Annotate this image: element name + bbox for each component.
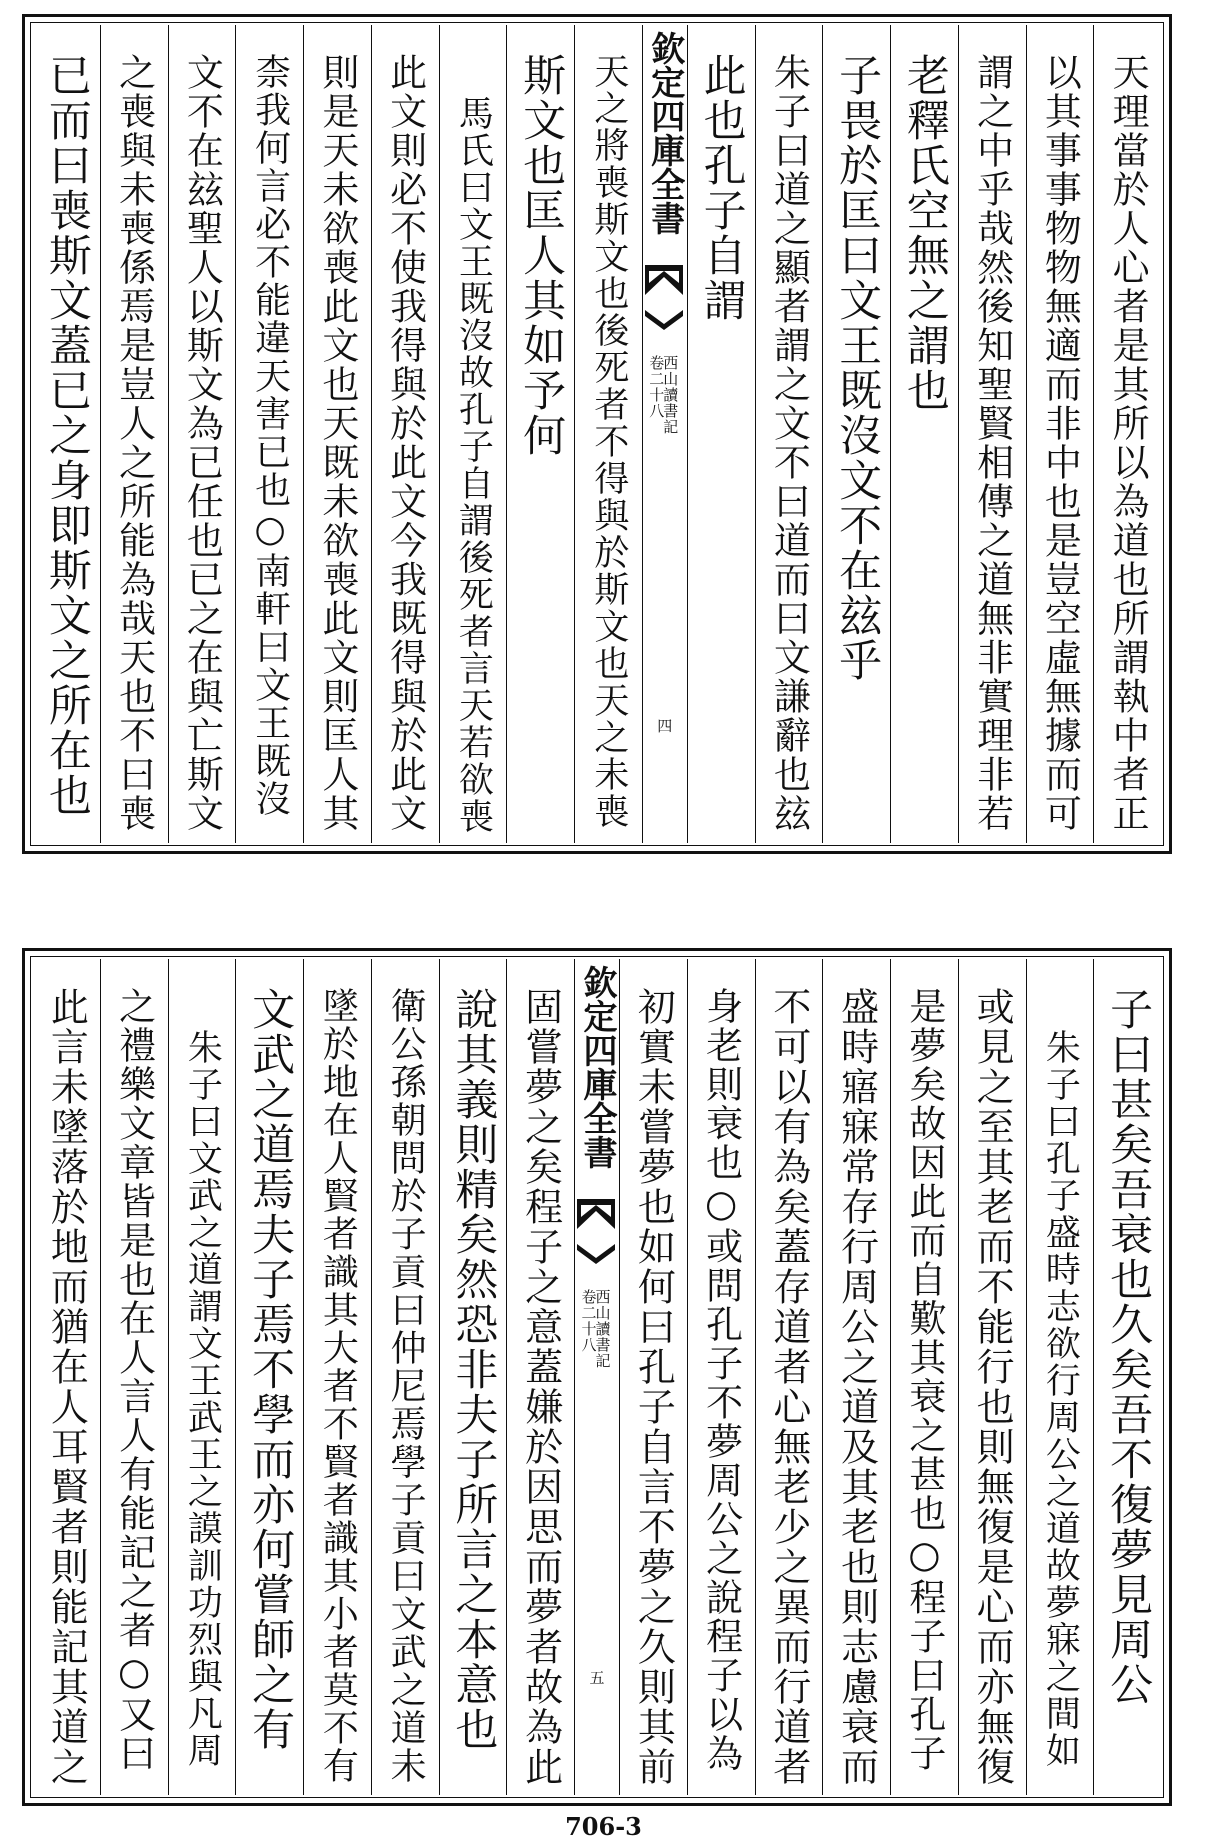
text-column [687, 959, 755, 1795]
column-text: 不可以有為矣蓋存道者心無老少之異而行道者 [766, 987, 811, 1787]
leaf-number: 四 [655, 718, 674, 733]
text-column [890, 25, 958, 843]
text-column [303, 959, 371, 1795]
column-text: 馬氏曰文王既沒故孔子自謂後死者言天若欲喪 [453, 95, 494, 835]
text-column [100, 25, 168, 843]
book-title: 欽定四庫全書 [577, 965, 617, 1169]
column-text: 斯文也匡人其如予何 [516, 53, 567, 458]
volume-label: 卷二十八 [647, 355, 666, 419]
column-text: 此言未墜落於地而猶在人耳賢者則能記其道之 [44, 987, 89, 1787]
subtitle-label: 西山讀書記 [661, 355, 680, 435]
page-footer-number: 706-3 [565, 1812, 642, 1841]
center-fold-column [574, 959, 619, 1795]
text-column [235, 25, 303, 843]
text-column [439, 959, 507, 1795]
text-column [1026, 959, 1094, 1795]
volume-label: 卷二十八 [579, 1289, 598, 1353]
text-column [1093, 959, 1161, 1795]
text-column [371, 25, 439, 843]
fish-tail-mark-icon [645, 310, 683, 340]
column-text: 之喪與未喪係焉是豈人之所能為哉天也不曰喪 [112, 53, 156, 833]
text-column [33, 25, 100, 843]
text-column [506, 959, 574, 1795]
column-text: 朱子曰孔子盛時志欲行周公之道故夢寐之間如 [1040, 1029, 1081, 1769]
column-text: 朱子曰道之顯者謂之文不曰道而曰文謙辭也玆 [767, 53, 811, 833]
fish-tail-mark-icon [645, 265, 683, 295]
column-text: 文武之道焉夫子焉不學而亦何嘗師之有 [245, 987, 296, 1752]
column-text: 子曰甚矣吾衰也久矣吾不復夢見周公 [1103, 987, 1154, 1707]
column-text: 文不在玆聖人以斯文為已任也已之在與亡斯文 [180, 53, 224, 833]
column-text: 謂之中乎哉然後知聖賢相傳之道無非實理非若 [970, 53, 1014, 833]
text-column [371, 959, 439, 1795]
column-text: 之禮樂文章皆是也在人言人有能記之者○又曰 [112, 987, 156, 1773]
text-column [100, 959, 168, 1795]
text-column [235, 959, 303, 1795]
column-text: 天理當於人心者是其所以為道也所謂執中者正 [1106, 53, 1150, 833]
text-column [303, 25, 371, 843]
fish-tail-mark-icon [577, 1244, 615, 1274]
top-page-panel [22, 14, 1172, 854]
column-text: 固嘗夢之矣程子之意蓋嫌於因思而夢者故為此 [518, 987, 563, 1787]
column-text: 則是天未欲喪此文也天既未欲喪此文則匡人其 [315, 53, 359, 833]
text-column [755, 25, 823, 843]
text-column [574, 25, 642, 843]
text-column [755, 959, 823, 1795]
text-column [619, 959, 687, 1795]
book-title: 欽定四庫全書 [644, 31, 685, 235]
bottom-page-panel [22, 948, 1172, 1806]
text-column [958, 959, 1026, 1795]
column-text: 天之將喪斯文也後死者不得與於斯文也天之未喪 [588, 53, 629, 830]
fish-tail-mark-icon [577, 1199, 615, 1229]
column-text: 初實未嘗夢也如何曰孔子自言不夢之久則其前 [631, 987, 676, 1787]
column-text: 此也孔子自謂 [696, 53, 747, 323]
subtitle-label: 西山讀書記 [593, 1289, 612, 1369]
column-text: 盛時寤寐常存行周公之道及其老也則志慮衰而 [834, 987, 879, 1787]
text-column [958, 25, 1026, 843]
text-column [168, 25, 236, 843]
column-text: 已而曰喪斯文蓋已之身即斯文之所在也 [41, 53, 92, 818]
leaf-number: 五 [587, 1670, 606, 1685]
text-column [890, 959, 958, 1795]
column-text: 或見之至其老而不能行也則無復是心而亦無復 [970, 987, 1015, 1787]
column-text: 以其事事物物無適而非中也是豈空虛無據而可 [1038, 53, 1082, 833]
text-column [33, 959, 100, 1795]
text-column [1026, 25, 1094, 843]
text-column [822, 959, 890, 1795]
bottom-columns [33, 959, 1161, 1795]
column-text: 朱子曰文武之道謂文王武王之謨訓功烈與凡周 [182, 1029, 223, 1769]
text-column [439, 25, 507, 843]
column-text: 子畏於匡曰文王既沒文不在玆乎 [832, 53, 883, 683]
column-text: 此文則必不使我得與於此文今我既得與於此文 [383, 53, 427, 833]
text-column [822, 25, 890, 843]
column-text: 身老則衰也○或問孔子不夢周公之說程子以為 [699, 987, 743, 1773]
column-text: 衛公孫朝問於子貢曰仲尼焉學子貢曰文武之道未 [385, 987, 427, 1785]
text-column [506, 25, 574, 843]
text-column [1093, 25, 1161, 843]
text-column [168, 959, 236, 1795]
column-text: 墜於地在人賢者識其大者不賢者識其小者莫不有 [317, 987, 359, 1785]
column-text: 老釋氏空無之謂也 [899, 53, 950, 413]
column-text: 說其義則精矣然恐非夫子所言之本意也 [448, 987, 499, 1752]
top-columns [33, 25, 1161, 843]
text-column [687, 25, 755, 843]
column-text: 柰我何言必不能違天害已也○南軒曰文王既沒 [249, 53, 291, 818]
center-fold-column [642, 25, 687, 843]
column-text: 是夢矣故因此而自歎其衰之甚也○程子曰孔子 [902, 987, 946, 1773]
